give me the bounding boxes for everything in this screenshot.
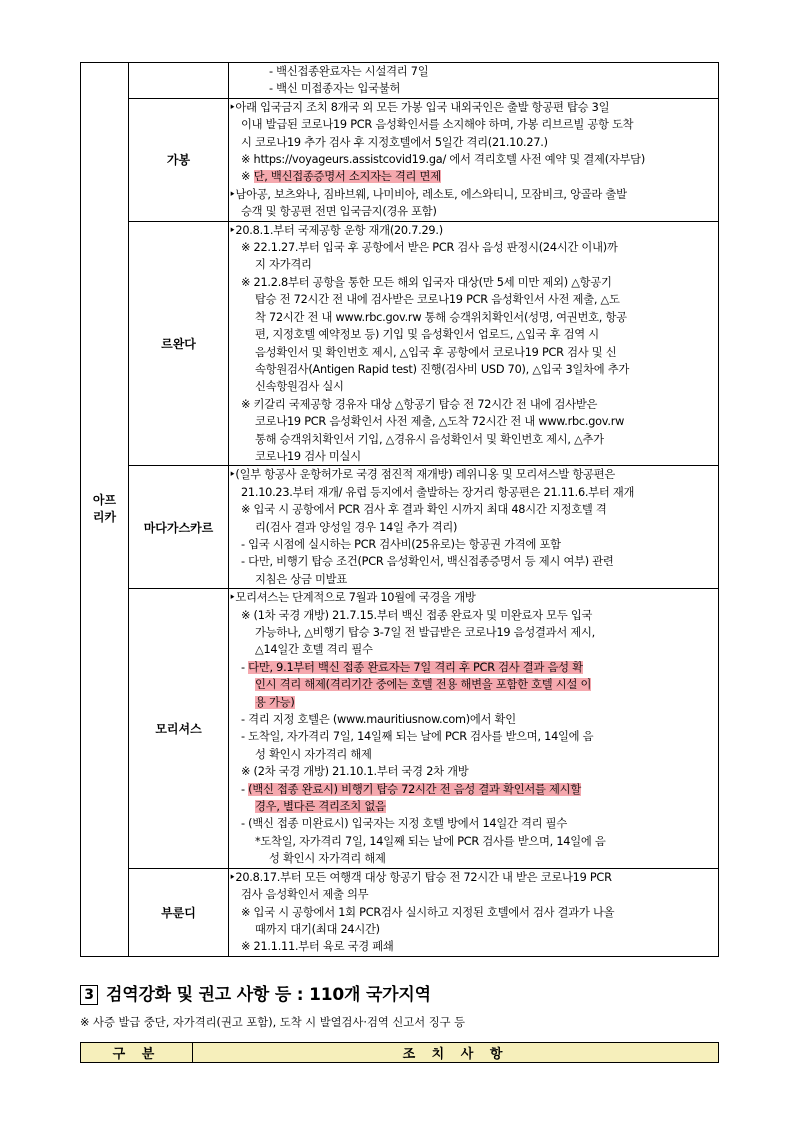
measure-line: - 격리 지정 호텔은 (www.mauritiusnow.com)에서 확인 [241, 713, 516, 727]
measure-line: 코로나19 PCR 음성확인서 사전 제출, △도착 72시간 전 내 www.rbc.gov.rw [255, 415, 625, 429]
measure-line: 편, 지정호텔 예약정보 등) 기입 및 음성확인서 업로드, △입국 후 검역 시 [255, 328, 599, 342]
measure-line: 성 확인시 자가격리 해제 [255, 747, 372, 761]
measure-line: △14일간 호텔 격리 필수 [255, 643, 373, 657]
section-title [80, 980, 431, 1005]
measure-line: ※ https://voyageurs.assistcovid19.ga/ 에서 격리호텔 사전 예약 및 결제(자부담) [241, 153, 646, 167]
measure-line: 통해 승객위치확인서 기입, △경유시 음성확인서 및 확인번호 제시, △추가 [255, 432, 604, 446]
highlighted-text: (백신 접종 완료시) 비행기 탑승 72시간 전 음성 결과 확인서를 제시할 [248, 782, 582, 796]
table-row [81, 63, 719, 99]
measure-line: 지침은 상금 미발표 [255, 572, 347, 586]
section-note: ※ 사증 발급 중단, 자가격리(권고 포함), 도착 시 발열검사·검역 신고서 징구 등 [80, 1016, 466, 1029]
measures-cell [229, 466, 719, 589]
measure-line: 음성확인서 및 확인번호 제시, △입국 후 공항에서 코로나19 PCR 검사 및 신 [255, 345, 617, 359]
highlighted-text: 경우, 별다른 격리조치 없음 [255, 800, 386, 814]
measure-line: - 입국 시점에 실시하는 PCR 검사비(25유로)는 항공권 가격에 포함 [241, 537, 561, 551]
measure-line: ‣남아공, 보츠와나, 짐바브웨, 나미비아, 레소토, 에스와티니, 모잠비크, 앙골라 출발 [229, 187, 627, 201]
measure-line: 코로나19 검사 미실시 [255, 449, 361, 463]
measures-cell [229, 63, 719, 99]
measure-line: 탑승 전 72시간 전 내에 검사받은 코로나19 PCR 음성확인서 사전 제출, △도 [255, 293, 620, 307]
table-row [81, 98, 719, 221]
highlighted-text: 인시 격리 해제(격리기간 중에는 호텔 전용 해변을 포함한 호텔 시설 이 [255, 678, 592, 692]
line-prefix: ※ [241, 170, 254, 184]
measure-line: 지 자가격리 [255, 258, 312, 272]
highlighted-text: 용 가능) [255, 695, 295, 709]
measure-line: 21.10.23.부터 재개/ 유럽 등지에서 출발하는 장거리 항공편은 21.11.6.부터 재개 [241, 485, 635, 499]
table-row [81, 466, 719, 589]
highlighted-text: 단, 백신접종증명서 소지자는 격리 면제 [253, 170, 441, 184]
section-number: 3 [80, 985, 98, 1005]
country-cell [129, 63, 229, 99]
measure-line: 신속항원검사 실시 [255, 380, 344, 394]
measure-line: ※ (1차 국경 개방) 21.7.15.부터 백신 접종 완료자 및 미완료자 모두 입국 [241, 608, 593, 622]
measure-line: - 백신 미접종자는 입국불허 [269, 82, 401, 96]
quarantine-measures-table [80, 62, 719, 957]
measure-line [229, 798, 718, 815]
measure-line: ※ 입국 시 공항에서 1회 PCR검사 실시하고 지정된 호텔에서 검사 결과가 나올 [241, 905, 615, 919]
measures-cell [229, 589, 719, 869]
measure-line: ※ 입국 시 공항에서 PCR 검사 후 결과 확인 시까지 최대 48시간 지정호텔 격 [241, 503, 607, 517]
measure-line: *도착일, 자가격리 7일, 14일째 되는 날에 PCR 검사를 받으며, 14일에 음 [255, 834, 606, 848]
measure-line: ※ 21.1.11.부터 육로 국경 폐쇄 [241, 940, 394, 954]
table-row [81, 589, 719, 869]
measure-line: - 백신접종완료자는 시설격리 7일 [269, 65, 429, 78]
measure-line: 착 72시간 전 내 www.rbc.gov.rw 통해 승객위치확인서(성명, 여권번호, 항공 [255, 310, 627, 324]
measure-line: ※ 22.1.27.부터 입국 후 공항에서 받은 PCR 검사 음성 판정시(24시간 이내)까 [241, 241, 618, 255]
header-category: 구 분 [81, 1043, 193, 1063]
measure-line: ‣아래 입국금지 조치 8개국 외 모든 가봉 입국 내외국인은 출발 항공편 탑승 3일 [229, 100, 610, 114]
measure-line: ‣20.8.17.부터 모든 여행객 대상 항공기 탑승 전 72시간 내 받은 코로나19 PCR [229, 870, 612, 884]
measure-line: ※ 21.2.8부터 공항을 통한 모든 해외 입국자 대상(만 5세 미만 제외) △항공기 [241, 275, 612, 289]
country-cell: 모리셔스 [129, 589, 229, 869]
line-prefix: - [241, 782, 249, 796]
measures-cell [229, 98, 719, 221]
measure-line: 성 확인시 자가격리 해제 [269, 852, 386, 866]
measure-line [229, 676, 718, 693]
measure-line [229, 781, 718, 798]
measure-line: 승객 및 항공편 전면 입국금지(경유 포함) [241, 205, 437, 219]
measure-line: 리(검사 결과 양성일 경우 14일 추가 격리) [255, 520, 458, 534]
country-cell: 부룬디 [129, 868, 229, 956]
measure-line: ※ 키갈리 국제공항 경유자 대상 △항공기 탑승 전 72시간 전 내에 검사받은 [241, 397, 598, 411]
measure-line: - 다만, 비행기 탑승 조건(PCR 음성확인서, 백신접종증명서 등 제시 여부) 관련 [241, 555, 614, 569]
measure-line: 속항원검사(Antigen Rapid test) 진행(검사비 USD 70), △입국 3일차에 추가 [255, 362, 630, 376]
measure-line [229, 168, 718, 185]
measure-line: ‣(일부 항공사 운항허가로 국경 점진적 재개방) 레위니옹 및 모리셔스발 항공편은 [229, 468, 616, 482]
measure-line: - (백신 접종 미완료시) 입국자는 지정 호텔 방에서 14일간 격리 필수 [241, 817, 567, 831]
table-row [81, 221, 719, 466]
country-cell: 르완다 [129, 221, 229, 466]
measures-cell [229, 221, 719, 466]
measure-line: 시 코로나19 추가 검사 후 지정호텔에서 5일간 격리(21.10.27.) [241, 135, 548, 149]
measure-line: ‣모리셔스는 단계적으로 7월과 10월에 국경을 개방 [229, 591, 476, 605]
section-title-text: 검역강화 및 권고 사항 등 : 110개 국가지역 [106, 985, 431, 1005]
measure-line: 가능하나, △비행기 탑승 3-7일 전 발급받은 코로나19 음성결과서 제시, [255, 626, 595, 639]
measure-line [229, 659, 718, 676]
measure-line [229, 694, 718, 711]
measure-line: 이내 발급된 코로나19 PCR 음성확인서를 소지해야 하며, 가봉 리브르빌 공항 도착 [241, 118, 634, 132]
measure-line: 검사 음성확인서 제출 의무 [241, 888, 369, 902]
measure-line: ‣20.8.1.부터 국제공항 운항 재개(20.7.29.) [229, 223, 443, 237]
table-row [81, 868, 719, 956]
header-measures: 조 치 사 항 [193, 1043, 719, 1063]
region-cell: 아프 리카 [81, 63, 129, 957]
country-cell: 마다가스카르 [129, 466, 229, 589]
measure-line: 때까지 대기(최대 24시간) [255, 922, 380, 936]
measures-header-table [80, 1042, 719, 1063]
measure-line: ※ (2차 국경 개방) 21.10.1.부터 국경 2차 개방 [241, 765, 469, 779]
country-cell: 가봉 [129, 98, 229, 221]
line-prefix: - [241, 660, 249, 674]
highlighted-text: 다만, 9.1부터 백신 접종 완료자는 7일 격리 후 PCR 검사 결과 음성 확 [248, 660, 583, 674]
measures-cell [229, 868, 719, 956]
measure-line: - 도착일, 자가격리 7일, 14일째 되는 날에 PCR 검사를 받으며, 14일에 음 [241, 730, 594, 744]
